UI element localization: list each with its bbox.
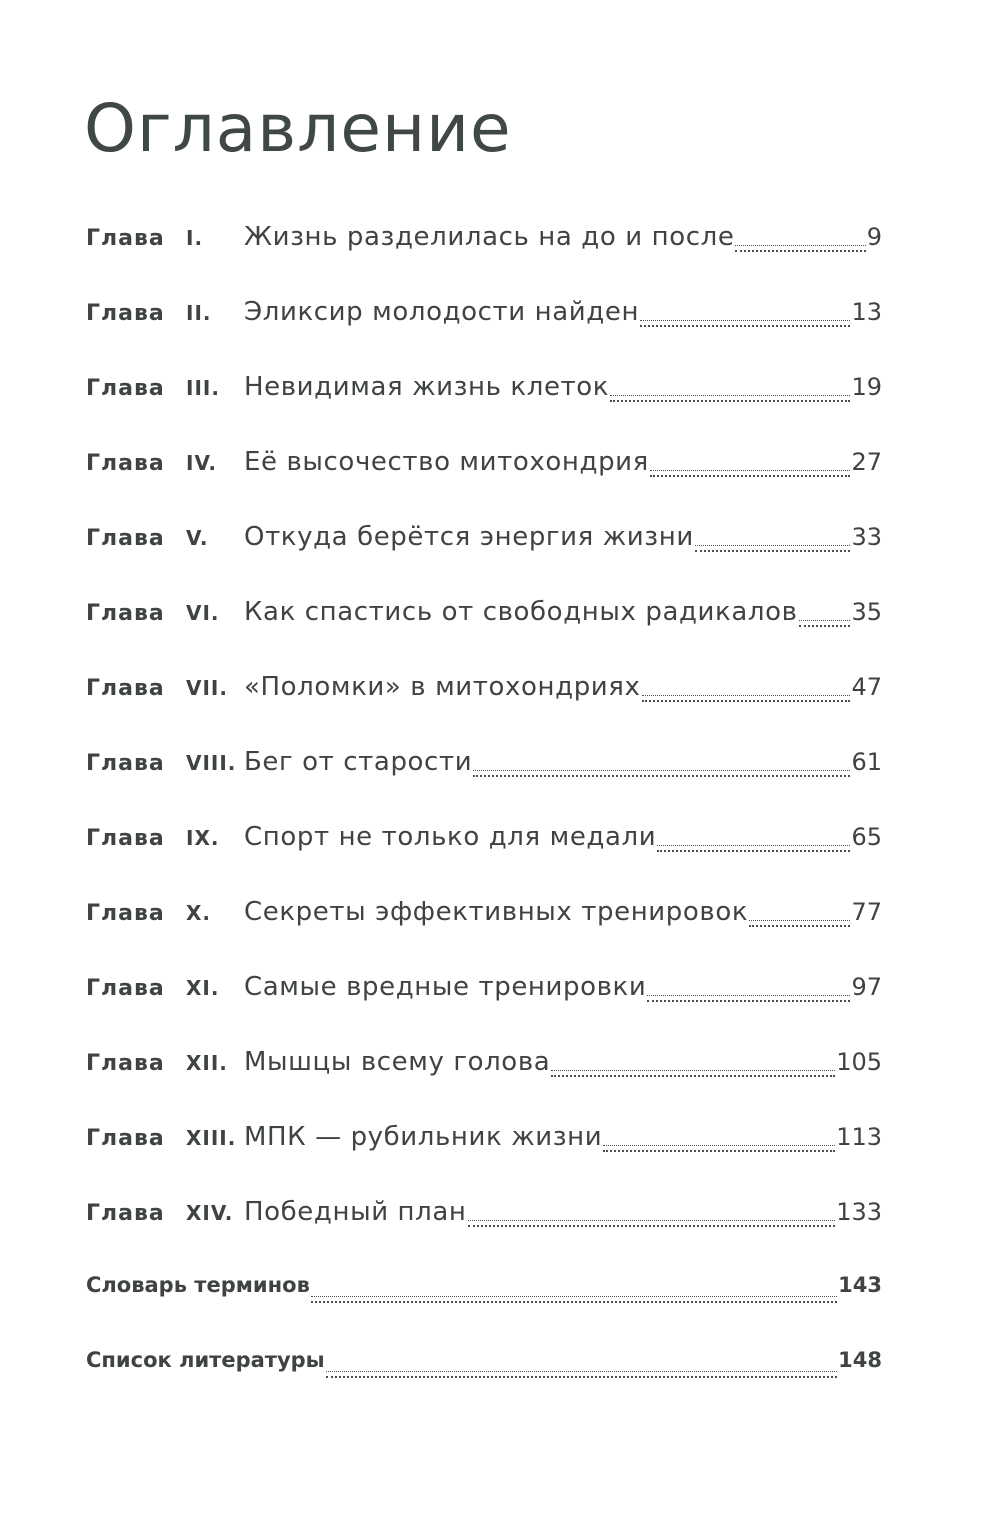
- dot-leader: [657, 845, 850, 852]
- page-number: 33: [851, 523, 882, 551]
- chapter-number: X.: [186, 901, 212, 925]
- chapter-label: Глава: [86, 976, 165, 1001]
- dot-leader: [647, 995, 850, 1002]
- toc-row-chapter-6[interactable]: [86, 597, 882, 637]
- toc-row-chapter-4[interactable]: [86, 447, 882, 487]
- dot-leader: [695, 545, 851, 552]
- dot-leader: [749, 920, 850, 927]
- chapter-label: Глава: [86, 376, 165, 401]
- page-number: 113: [836, 1123, 882, 1151]
- chapter-title: Невидимая жизнь клеток: [244, 372, 610, 402]
- toc-row-chapter-12[interactable]: [86, 1047, 882, 1087]
- toc-row-references[interactable]: [86, 1348, 882, 1388]
- chapter-title: МПК — рубильник жизни: [244, 1122, 603, 1152]
- toc-row-chapter-8[interactable]: [86, 747, 882, 787]
- chapter-number: XIII.: [186, 1126, 237, 1150]
- page-number: 27: [851, 448, 882, 476]
- toc-row-chapter-10[interactable]: [86, 897, 882, 937]
- chapter-title: Победный план: [244, 1197, 467, 1227]
- toc-row-chapter-14[interactable]: [86, 1197, 882, 1237]
- toc-row-glossary[interactable]: [86, 1273, 882, 1313]
- chapter-label: Глава: [86, 526, 165, 551]
- chapter-title: Секреты эффективных тренировок: [244, 897, 749, 927]
- chapter-number: XIV.: [186, 1201, 234, 1225]
- dot-leader: [799, 620, 851, 627]
- page-number: 13: [851, 298, 882, 326]
- dot-leader: [650, 470, 851, 477]
- section-title: Список литературы: [86, 1348, 325, 1372]
- toc-row-chapter-1[interactable]: [86, 222, 882, 262]
- page-number: 9: [866, 223, 882, 251]
- chapter-label: Глава: [86, 901, 165, 926]
- chapter-number: III.: [186, 376, 220, 400]
- chapter-number: VI.: [186, 601, 220, 625]
- toc-row-chapter-11[interactable]: [86, 972, 882, 1012]
- chapter-title: Эликсир молодости найден: [244, 297, 640, 327]
- chapter-title: Спорт не только для медали: [244, 822, 657, 852]
- chapter-title: Жизнь разделилась на до и после: [244, 222, 735, 252]
- page-number: 65: [851, 823, 882, 851]
- chapter-label: Глава: [86, 226, 165, 251]
- page-number: 35: [851, 598, 882, 626]
- toc-row-chapter-13[interactable]: [86, 1122, 882, 1162]
- page-number: 143: [838, 1273, 882, 1297]
- page-number: 133: [836, 1198, 882, 1226]
- chapter-label: Глава: [86, 1126, 165, 1151]
- dot-leader: [640, 320, 850, 327]
- chapter-number: VIII.: [186, 751, 237, 775]
- chapter-label: Глава: [86, 751, 165, 776]
- dot-leader: [326, 1371, 837, 1378]
- page-number: 61: [851, 748, 882, 776]
- page-number: 47: [851, 673, 882, 701]
- dot-leader: [610, 395, 850, 402]
- section-title: Словарь терминов: [86, 1273, 310, 1297]
- page-number: 97: [851, 973, 882, 1001]
- chapter-title: Мышцы всему голова: [244, 1047, 551, 1077]
- toc-row-chapter-7[interactable]: [86, 672, 882, 712]
- chapter-label: Глава: [86, 1201, 165, 1226]
- chapter-title: Бег от старости: [244, 747, 473, 777]
- dot-leader: [473, 770, 850, 777]
- dot-leader: [735, 245, 865, 252]
- page-number: 77: [851, 898, 882, 926]
- page-number: 105: [836, 1048, 882, 1076]
- page-number: 19: [851, 373, 882, 401]
- page-title: Оглавление: [84, 90, 512, 167]
- dot-leader: [642, 695, 851, 702]
- dot-leader: [468, 1220, 836, 1227]
- chapter-number: IX.: [186, 826, 220, 850]
- chapter-number: II.: [186, 301, 212, 325]
- chapter-number: IV.: [186, 451, 217, 475]
- chapter-label: Глава: [86, 601, 165, 626]
- chapter-number: I.: [186, 226, 204, 250]
- chapter-number: XI.: [186, 976, 220, 1000]
- dot-leader: [311, 1296, 837, 1303]
- chapter-title: Её высочество митохондрия: [244, 447, 649, 477]
- chapter-number: VII.: [186, 676, 228, 700]
- chapter-label: Глава: [86, 1051, 165, 1076]
- chapter-number: V.: [186, 526, 209, 550]
- toc-row-chapter-5[interactable]: [86, 522, 882, 562]
- chapter-title: «Поломки» в митохондриях: [244, 672, 641, 702]
- dot-leader: [603, 1145, 835, 1152]
- chapter-number: XII.: [186, 1051, 228, 1075]
- toc-row-chapter-9[interactable]: [86, 822, 882, 862]
- page-number: 148: [838, 1348, 882, 1372]
- toc-row-chapter-3[interactable]: [86, 372, 882, 412]
- toc-row-chapter-2[interactable]: [86, 297, 882, 337]
- chapter-label: Глава: [86, 301, 165, 326]
- chapter-title: Как спастись от свободных радикалов: [244, 597, 798, 627]
- dot-leader: [551, 1070, 835, 1077]
- chapter-label: Глава: [86, 451, 165, 476]
- chapter-title: Откуда берётся энергия жизни: [244, 522, 694, 552]
- chapter-title: Самые вредные тренировки: [244, 972, 647, 1002]
- chapter-label: Глава: [86, 676, 165, 701]
- chapter-label: Глава: [86, 826, 165, 851]
